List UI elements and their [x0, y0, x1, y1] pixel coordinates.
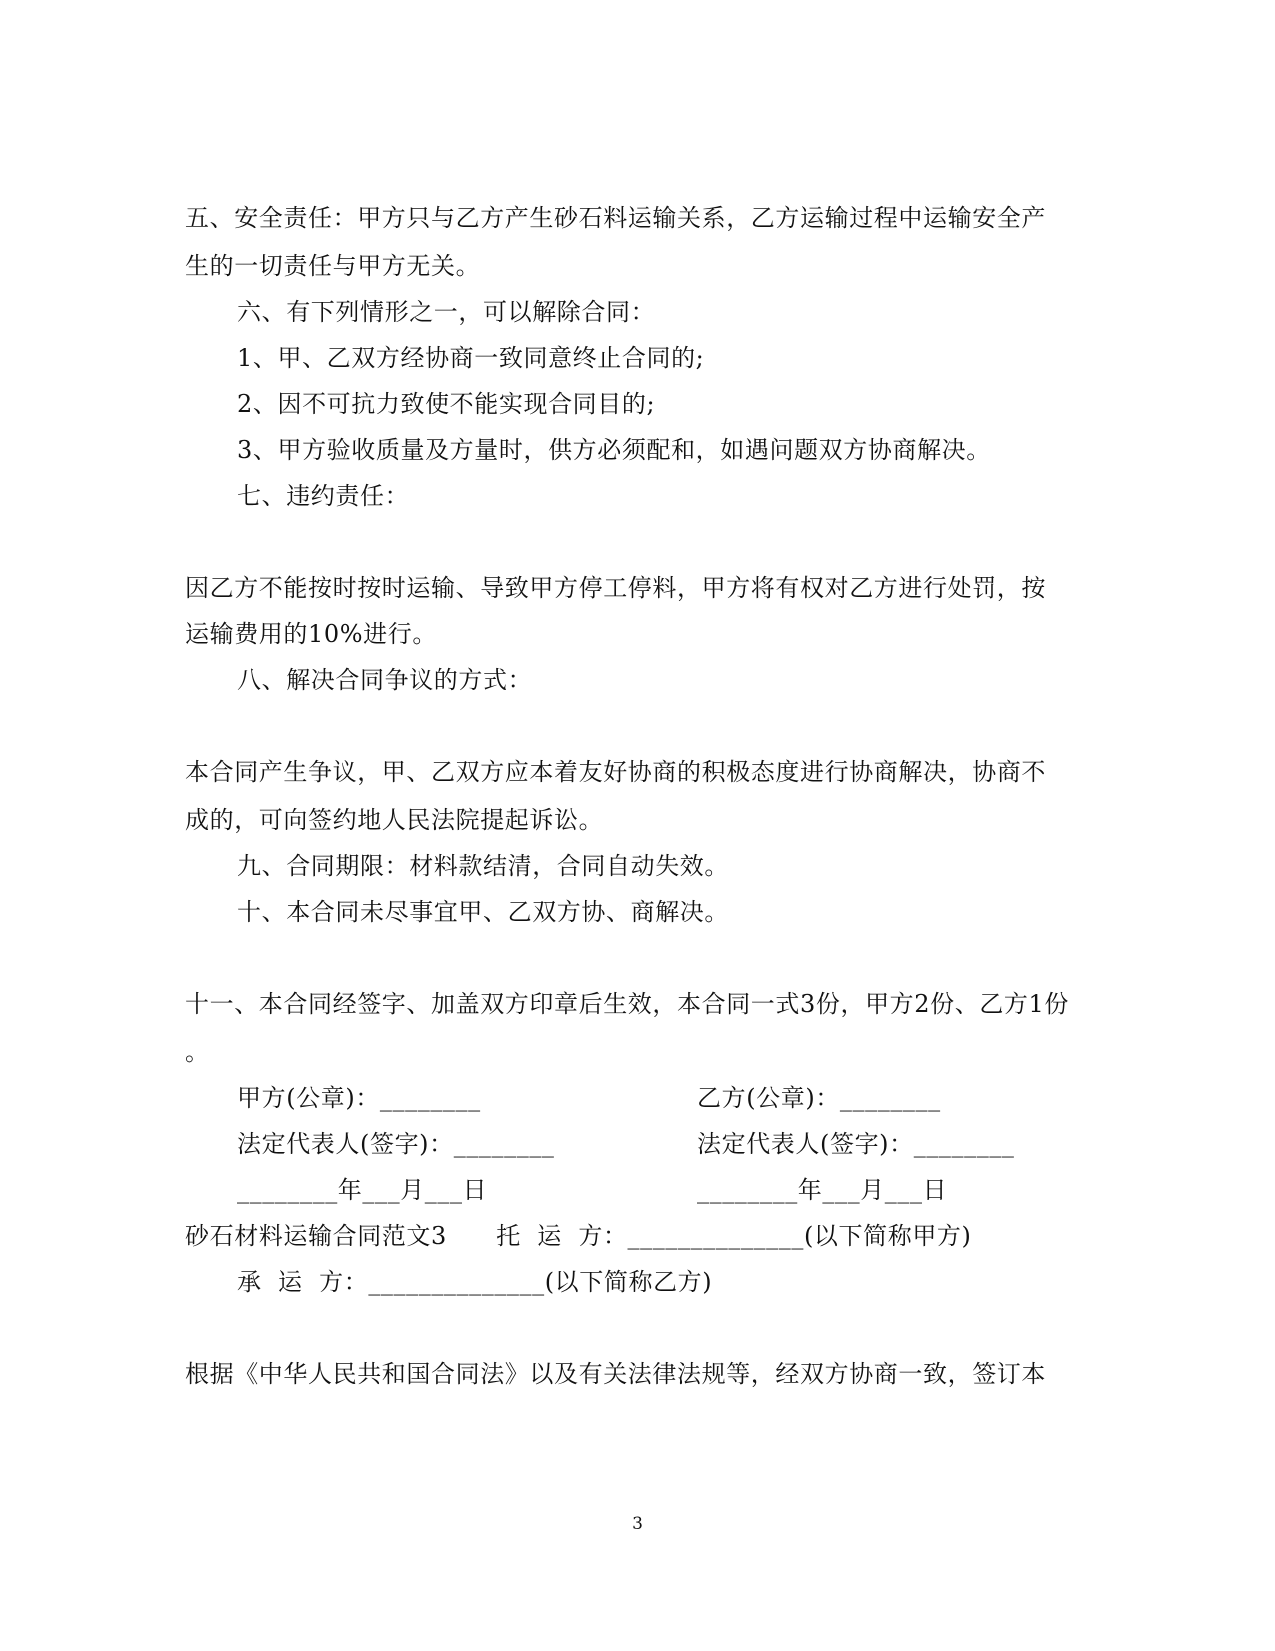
clause-11-line-2: 。: [185, 1038, 210, 1066]
clause-5-line-2: 生的一切责任与甲方无关。: [185, 252, 481, 280]
clause-7-heading: 七、违约责任：: [237, 482, 410, 510]
clause-6-heading: 六、有下列情形之一，可以解除合同：: [237, 298, 656, 326]
party-b-seal: 乙方(公章)：________: [697, 1084, 941, 1112]
party-a-date: ________年___月___日: [237, 1176, 488, 1204]
clause-8-heading: 八、解决合同争议的方式：: [237, 666, 533, 694]
clause-8-line-1: 本合同产生争议，甲、乙双方应本着友好协商的积极态度进行协商解决，协商不: [185, 758, 1046, 786]
clause-6-item-1: 1、甲、乙双方经协商一致同意终止合同的;: [237, 344, 705, 372]
clause-8-line-2: 成的，可向签约地人民法院提起诉讼。: [185, 806, 604, 834]
carrier-line: 承 运 方：______________(以下简称乙方): [237, 1268, 713, 1296]
party-b-date: ________年___月___日: [697, 1176, 948, 1204]
clause-11-line-1: 十一、本合同经签字、加盖双方印章后生效，本合同一式3份，甲方2份、乙方1份: [185, 990, 1070, 1018]
clause-7-line-1: 因乙方不能按时按时运输、导致甲方停工停料，甲方将有权对乙方进行处罚，按: [185, 574, 1046, 602]
clause-5-line-1: 五、安全责任：甲方只与乙方产生砂石料运输关系，乙方运输过程中运输安全产: [185, 204, 1046, 232]
clause-6-item-3: 3、甲方验收质量及方量时，供方必须配和，如遇问题双方协商解决。: [237, 436, 991, 464]
party-a-representative: 法定代表人(签字)：________: [237, 1130, 555, 1158]
next-contract-title: 砂石材料运输合同范文3 托 运 方：______________(以下简称甲方): [185, 1222, 972, 1250]
clause-6-item-2: 2、因不可抗力致使不能实现合同目的;: [237, 390, 656, 418]
clause-7-line-2: 运输费用的10%进行。: [185, 620, 437, 648]
intro-line: 根据《中华人民共和国合同法》以及有关法律法规等，经双方协商一致，签订本: [185, 1360, 1046, 1388]
party-a-seal: 甲方(公章)：________: [237, 1084, 481, 1112]
page-number: 3: [632, 1514, 643, 1534]
party-b-representative: 法定代表人(签字)：________: [697, 1130, 1015, 1158]
clause-9: 九、合同期限：材料款结清，合同自动失效。: [237, 852, 729, 880]
clause-10: 十、本合同未尽事宜甲、乙双方协、商解决。: [237, 898, 729, 926]
